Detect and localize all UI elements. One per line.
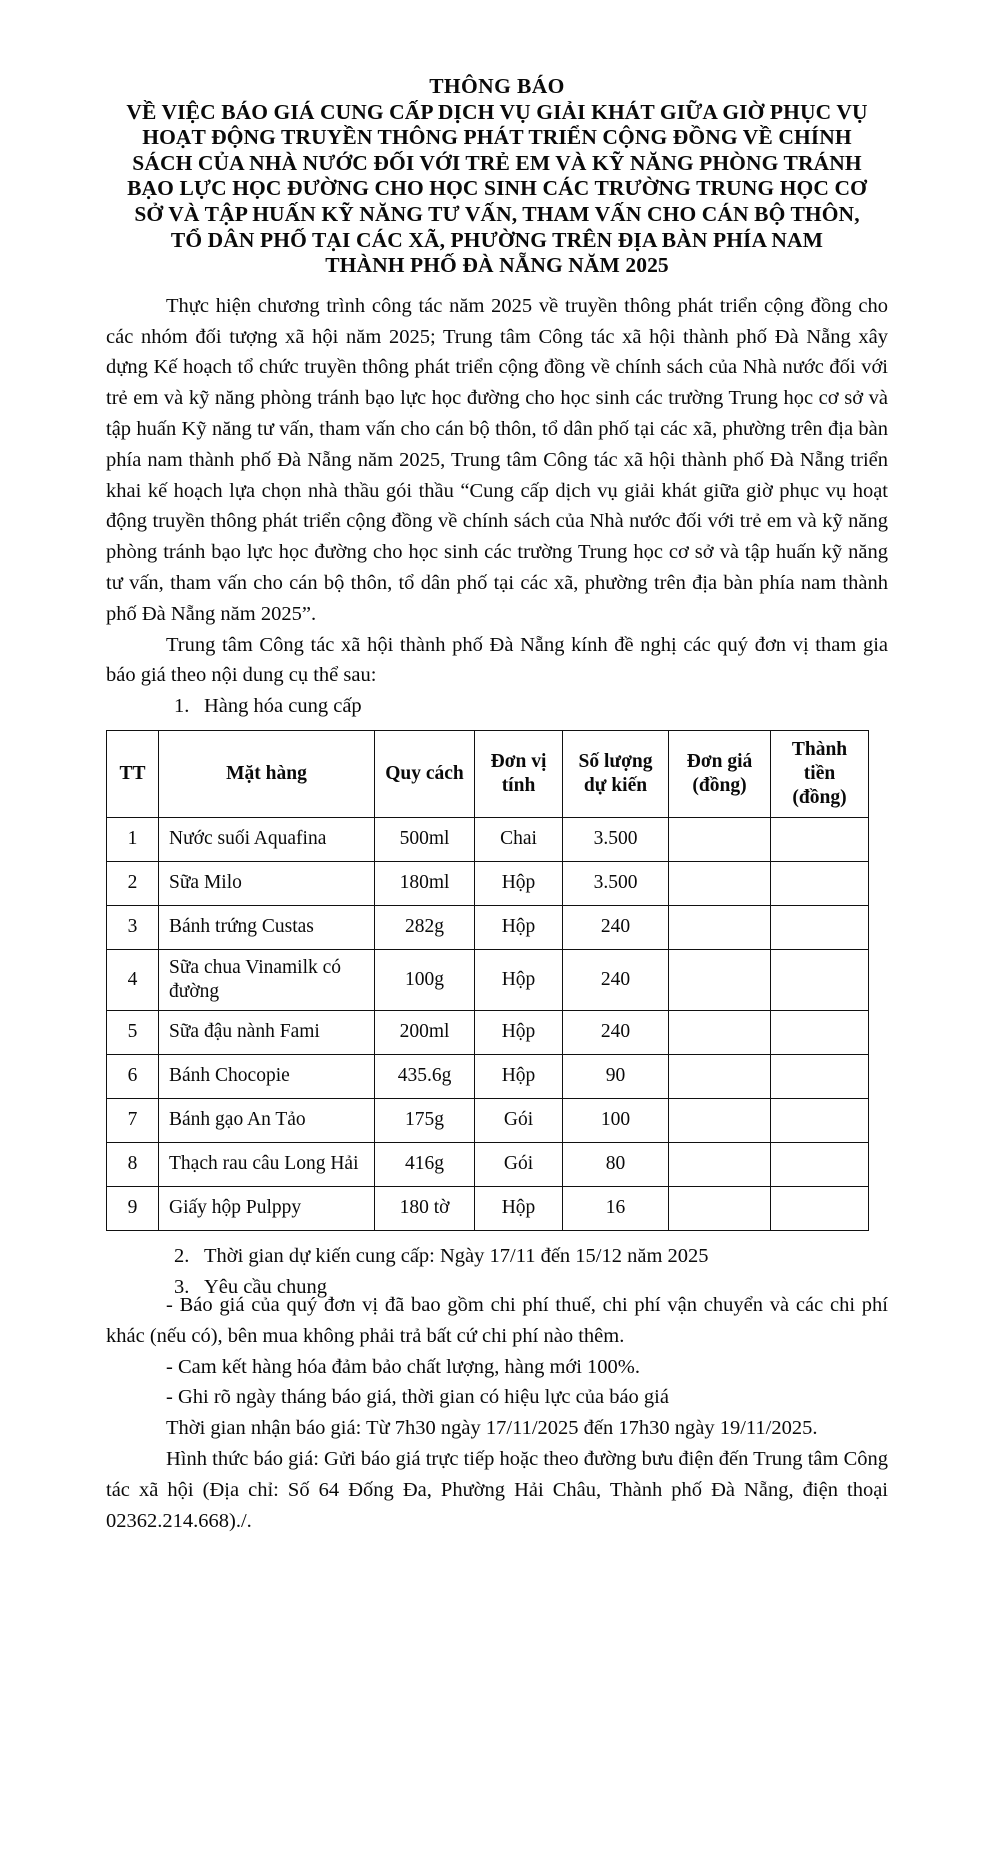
section-item-3-number: 3. xyxy=(174,1275,190,1298)
requirement-3: - Ghi rõ ngày tháng báo giá, thời gian có hiệu lực của báo giá xyxy=(166,1386,669,1409)
cell-total xyxy=(771,949,869,1010)
cell-tt: 1 xyxy=(107,817,159,861)
cell-tt: 2 xyxy=(107,861,159,905)
cell-qty: 240 xyxy=(563,949,669,1010)
table-row xyxy=(107,1098,869,1142)
section-item-3-label: Yêu cầu chung xyxy=(204,1275,327,1298)
section-item-2-number: 2. xyxy=(174,1244,190,1267)
cell-total xyxy=(771,905,869,949)
col-header-price: Đơn giá (đồng) xyxy=(669,730,771,817)
cell-price xyxy=(669,1186,771,1230)
page-title: THÔNG BÁO xyxy=(429,74,565,98)
section-item-1 xyxy=(106,691,888,722)
cell-price xyxy=(669,861,771,905)
section-item-2 xyxy=(106,1241,888,1272)
cell-name: Sữa đậu nành Fami xyxy=(159,1010,375,1054)
cell-unit: Hộp xyxy=(475,905,563,949)
title-line-3: SÁCH CỦA NHÀ NƯỚC ĐỐI VỚI TRẺ EM VÀ KỸ NĂNG PHÒNG TRÁNH xyxy=(132,150,862,175)
cell-name: Thạch rau câu Long Hải xyxy=(159,1142,375,1186)
col-header-tt: TT xyxy=(107,730,159,817)
table-row xyxy=(107,1054,869,1098)
cell-spec: 180ml xyxy=(375,861,475,905)
cell-tt: 3 xyxy=(107,905,159,949)
title-line-2: HOẠT ĐỘNG TRUYỀN THÔNG PHÁT TRIỂN CỘNG ĐỒNG VỀ CHÍNH xyxy=(142,125,852,150)
cell-spec: 416g xyxy=(375,1142,475,1186)
cell-tt: 9 xyxy=(107,1186,159,1230)
cell-price xyxy=(669,817,771,861)
cell-total xyxy=(771,1098,869,1142)
title-line-5: SỞ VÀ TẬP HUẤN KỸ NĂNG TƯ VẤN, THAM VẤN CHO CÁN BỘ THÔN, xyxy=(134,201,860,226)
cell-tt: 4 xyxy=(107,949,159,1010)
requirement-4: Thời gian nhận báo giá: Từ 7h30 ngày 17/11/2025 đến 17h30 ngày 19/11/2025. xyxy=(166,1417,818,1440)
section-item-1-label: Hàng hóa cung cấp xyxy=(204,695,362,718)
goods-table-wrapper xyxy=(106,730,888,1231)
title-line-7: THÀNH PHỐ ĐÀ NẴNG NĂM 2025 xyxy=(325,253,669,278)
cell-qty: 90 xyxy=(563,1054,669,1098)
request-paragraph: Trung tâm Công tác xã hội thành phố Đà Nẵng kính đề nghị các quý đơn vị tham gia báo giá theo nội dung cụ thể sau: xyxy=(106,633,888,687)
cell-total xyxy=(771,817,869,861)
cell-name: Sữa chua Vinamilk có đường xyxy=(159,949,375,1010)
goods-table-body xyxy=(107,817,869,1230)
cell-qty: 240 xyxy=(563,1010,669,1054)
title-subtitle xyxy=(106,100,888,279)
cell-spec: 100g xyxy=(375,949,475,1010)
title-line-1: VỀ VIỆC BÁO GIÁ CUNG CẤP DỊCH VỤ GIẢI KHÁT GIỮA GIỜ PHỤC VỤ xyxy=(126,99,868,124)
requirements-block xyxy=(106,1290,888,1536)
cell-qty: 240 xyxy=(563,905,669,949)
title-line-6: TỔ DÂN PHỐ TẠI CÁC XÃ, PHƯỜNG TRÊN ĐỊA BÀN PHÍA NAM xyxy=(170,227,824,252)
cell-tt: 8 xyxy=(107,1142,159,1186)
title-block xyxy=(106,0,888,279)
cell-tt: 5 xyxy=(107,1010,159,1054)
cell-qty: 80 xyxy=(563,1142,669,1186)
cell-unit: Hộp xyxy=(475,861,563,905)
cell-spec: 180 tờ xyxy=(375,1186,475,1230)
col-header-name: Mặt hàng xyxy=(159,730,375,817)
cell-unit: Gói xyxy=(475,1142,563,1186)
cell-unit: Gói xyxy=(475,1098,563,1142)
table-row xyxy=(107,861,869,905)
cell-spec: 282g xyxy=(375,905,475,949)
cell-unit: Chai xyxy=(475,817,563,861)
cell-spec: 200ml xyxy=(375,1010,475,1054)
cell-unit: Hộp xyxy=(475,1186,563,1230)
table-header-row xyxy=(107,730,869,817)
section-item-2-label: Thời gian dự kiến cung cấp: Ngày 17/11 đến 15/12 năm 2025 xyxy=(204,1244,709,1267)
cell-total xyxy=(771,1186,869,1230)
cell-price xyxy=(669,1054,771,1098)
cell-total xyxy=(771,861,869,905)
cell-price xyxy=(669,905,771,949)
col-header-spec: Quy cách xyxy=(375,730,475,817)
cell-qty: 100 xyxy=(563,1098,669,1142)
cell-price xyxy=(669,949,771,1010)
table-row xyxy=(107,817,869,861)
table-row xyxy=(107,1142,869,1186)
table-row xyxy=(107,949,869,1010)
col-header-qty: Số lượng dự kiến xyxy=(563,730,669,817)
cell-spec: 435.6g xyxy=(375,1054,475,1098)
cell-spec: 175g xyxy=(375,1098,475,1142)
cell-price xyxy=(669,1142,771,1186)
goods-table xyxy=(106,730,869,1231)
section-item-1-number: 1. xyxy=(174,695,190,718)
goods-table-head xyxy=(107,730,869,817)
cell-unit: Hộp xyxy=(475,949,563,1010)
cell-qty: 16 xyxy=(563,1186,669,1230)
table-row xyxy=(107,1186,869,1230)
requirement-2: - Cam kết hàng hóa đảm bảo chất lượng, hàng mới 100%. xyxy=(166,1355,641,1378)
requirement-1: - Báo giá của quý đơn vị đã bao gồm chi phí thuế, chi phí vận chuyển và các chi phí khác (nếu có), bên mua không phải trả bất cứ chi phí nào thêm. xyxy=(106,1294,888,1347)
cell-tt: 6 xyxy=(107,1054,159,1098)
document-content xyxy=(106,0,888,1303)
cell-tt: 7 xyxy=(107,1098,159,1142)
cell-name: Nước suối Aquafina xyxy=(159,817,375,861)
cell-price xyxy=(669,1098,771,1142)
cell-price xyxy=(669,1010,771,1054)
table-row xyxy=(107,905,869,949)
requirement-5: Hình thức báo giá: Gửi báo giá trực tiếp hoặc theo đường bưu điện đến Trung tâm Công tác xã hội (Địa chỉ: Số 64 Đống Đa, Phường Hải Châu, Thành phố Đà Nẵng, điện thoại 02362.214.668)./. xyxy=(106,1447,888,1532)
cell-total xyxy=(771,1054,869,1098)
cell-name: Bánh trứng Custas xyxy=(159,905,375,949)
cell-total xyxy=(771,1142,869,1186)
title-line-4: BẠO LỰC HỌC ĐƯỜNG CHO HỌC SINH CÁC TRƯỜNG TRUNG HỌC CƠ xyxy=(127,176,867,201)
col-header-total: Thành tiền (đồng) xyxy=(771,730,869,817)
intro-paragraph: Thực hiện chương trình công tác năm 2025 về truyền thông phát triển cộng đồng cho các nhóm đối tượng xã hội năm 2025; Trung tâm Công tác xã hội thành phố Đà Nẵng xây dựng Kế hoạch tổ chức truyền thông phát triển cộng đồng về chính sách của Nhà nước đối với trẻ em và kỹ năng phòng tránh bạo lực học đường cho học sinh các trường Trung học cơ sở và tập huấn Kỹ năng tư vấn, tham vấn cho cán bộ thôn, tổ dân phố tại các xã, phường trên địa bàn phía nam thành phố Đà Nẵng năm 2025, Trung tâm Công tác xã hội thành phố Đà Nẵng triển khai kế hoạch lựa chọn nhà thầu gói thầu “Cung cấp dịch vụ giải khát giữa giờ phục vụ hoạt động truyền thông phát triển cộng đồng về chính sách của Nhà nước đối với trẻ em và kỹ năng phòng tránh bạo lực học đường cho học sinh các trường Trung học cơ sở và tập huấn kỹ năng tư vấn, tham vấn cho cán bộ thôn, tổ dân phố tại các xã, phường trên địa bàn phía nam thành phố Đà Nẵng năm 2025”. xyxy=(106,294,888,625)
col-header-unit: Đơn vị tính xyxy=(475,730,563,817)
cell-unit: Hộp xyxy=(475,1010,563,1054)
cell-qty: 3.500 xyxy=(563,861,669,905)
cell-name: Giấy hộp Pulppy xyxy=(159,1186,375,1230)
cell-spec: 500ml xyxy=(375,817,475,861)
cell-name: Sữa Milo xyxy=(159,861,375,905)
cell-name: Bánh Chocopie xyxy=(159,1054,375,1098)
cell-total xyxy=(771,1010,869,1054)
cell-name: Bánh gạo An Tảo xyxy=(159,1098,375,1142)
table-row xyxy=(107,1010,869,1054)
cell-unit: Hộp xyxy=(475,1054,563,1098)
cell-qty: 3.500 xyxy=(563,817,669,861)
